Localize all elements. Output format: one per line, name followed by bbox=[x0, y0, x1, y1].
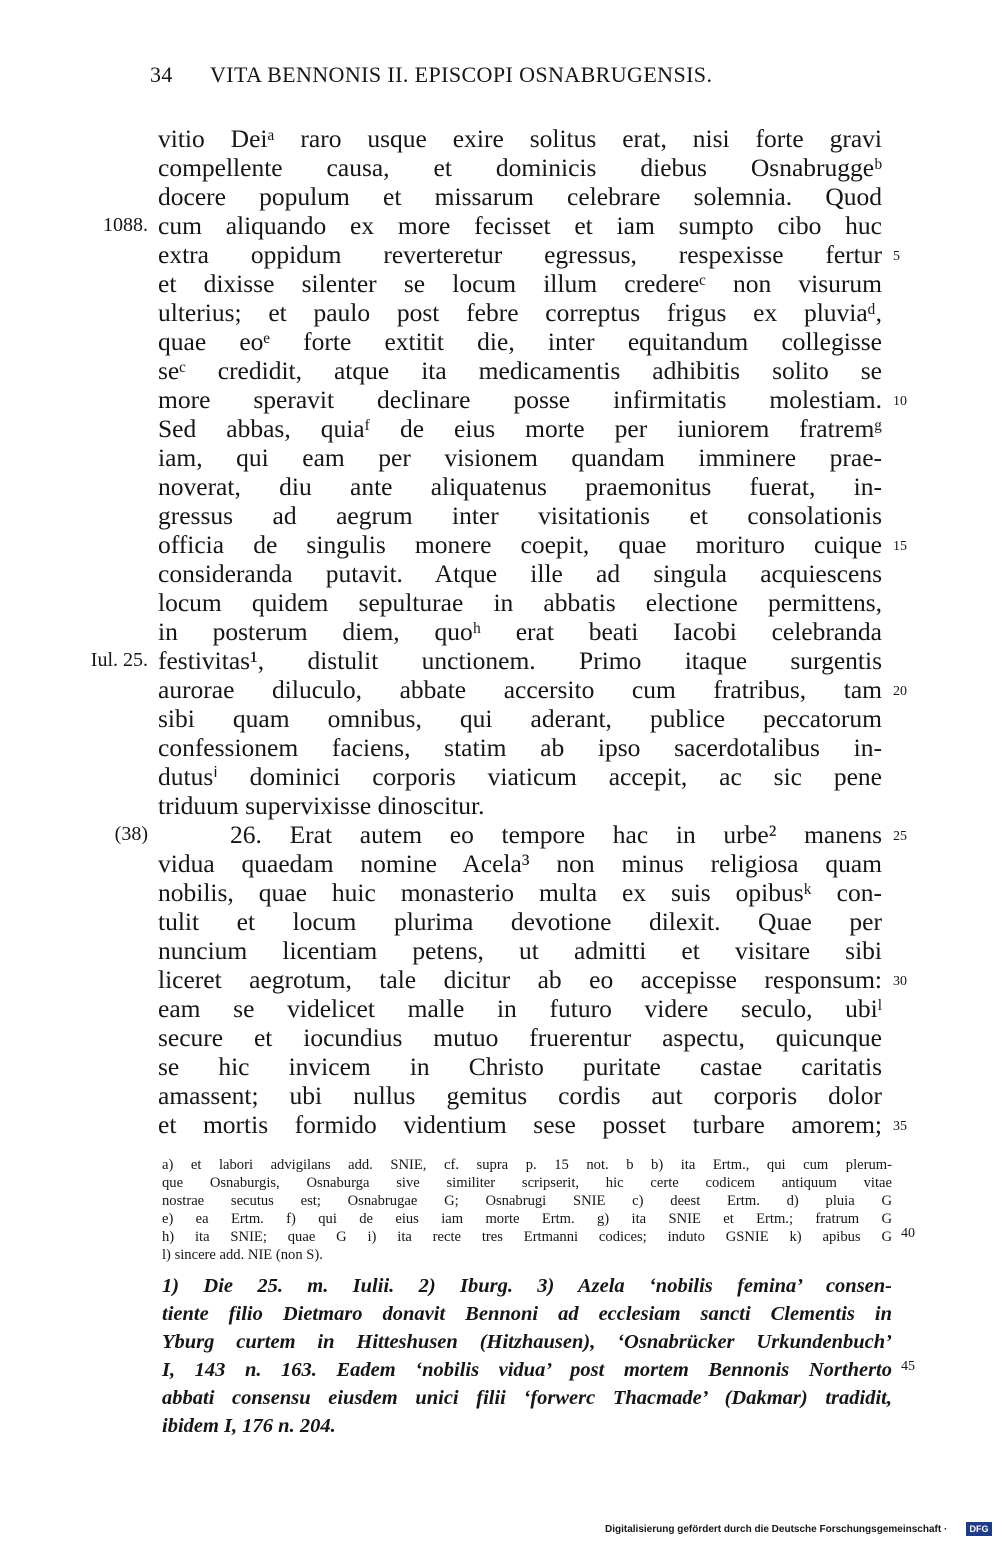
note-line: 1) Die 25. m. Iulii. 2) Iburg. 3) Azela ‘nobilis femina’ consen- bbox=[162, 1275, 892, 1297]
text-line: aurorae diluculo, abbate accersito cum fratribus, tam bbox=[158, 675, 882, 704]
margin-date: Iul. 25. bbox=[90, 649, 148, 671]
line-number: 15 bbox=[893, 539, 907, 554]
text-line: vidua quaedam nomine Acela³ non minus religiosa quam bbox=[158, 849, 882, 878]
line-number: 40 bbox=[901, 1226, 915, 1241]
text-line: 26. Erat autem eo tempore hac in urbe² manens bbox=[230, 820, 882, 849]
line-number: 20 bbox=[893, 684, 907, 699]
running-head bbox=[150, 62, 830, 92]
line-number: 45 bbox=[901, 1359, 915, 1374]
line-number: 35 bbox=[893, 1119, 907, 1134]
text-line: vitio Deiᵃ raro usque exire solitus erat, nisi forte gravi bbox=[158, 124, 882, 153]
text-line: quae eoᵉ forte extitit die, inter equitandum collegisse bbox=[158, 327, 882, 356]
note-line: Yburg curtem in Hitteshusen (Hitzhausen), ‘Osnabrücker Urkundenbuch’ bbox=[162, 1331, 892, 1353]
apparatus-line: l) sincere add. NIE (non S). bbox=[162, 1247, 323, 1263]
text-line: festivitas¹, distulit unctionem. Primo itaque surgentis bbox=[158, 646, 882, 675]
text-line: noverat, diu ante aliquatenus praemonitus fuerat, in- bbox=[158, 472, 882, 501]
page-number: 34 bbox=[150, 62, 173, 87]
text-line: officia de singulis monere coepit, quae morituro cuique bbox=[158, 530, 882, 559]
text-line: more speravit declinare posse infirmitatis molestiam. bbox=[158, 385, 882, 414]
running-title: VITA BENNONIS II. EPISCOPI OSNABRUGENSIS. bbox=[210, 62, 713, 87]
text-line: cum aliquando ex more fecisset et iam sumpto cibo huc bbox=[158, 211, 882, 240]
dfg-logo: DFG bbox=[966, 1522, 992, 1536]
apparatus-line: nostrae secutus est; Osnabrugae G; Osnabrugi SNIE c) deest Ertm. d) pluia G bbox=[162, 1193, 892, 1209]
line-number: 5 bbox=[893, 249, 900, 264]
text-line: confessionem faciens, statim ab ipso sacerdotalibus in- bbox=[158, 733, 882, 762]
text-line: tulit et locum plurima devotione dilexit. Quae per bbox=[158, 907, 882, 936]
text-line: sibi quam omnibus, qui aderant, publice peccatorum bbox=[158, 704, 882, 733]
text-line: locum quidem sepulturae in abbatis electione permittens, bbox=[158, 588, 882, 617]
text-line: iam, qui eam per visionem quandam imminere prae- bbox=[158, 443, 882, 472]
line-number: 25 bbox=[893, 829, 907, 844]
text-line: nobilis, quae huic monasterio multa ex suis opibusᵏ con- bbox=[158, 878, 882, 907]
note-line: abbati consensu eiusdem unici filii ‘forwerc Thacmade’ (Dakmar) tradidit, bbox=[162, 1387, 892, 1409]
apparatus-line: h) ita SNIE; quae G i) ita recte tres Ertmanni codices; induto GSNIE k) apibus G bbox=[162, 1229, 892, 1245]
note-line: ibidem I, 176 n. 204. bbox=[162, 1415, 336, 1437]
historical-notes bbox=[162, 1272, 892, 1440]
text-line: triduum supervixisse dinoscitur. bbox=[158, 791, 485, 820]
digitization-credit: Digitalisierung gefördert durch die Deutsche Forschungsgemeinschaft · bbox=[605, 1524, 948, 1535]
text-line: ulterius; et paulo post febre correptus frigus ex pluviaᵈ, bbox=[158, 298, 882, 327]
text-line: amassent; ubi nullus gemitus cordis aut corporis dolor bbox=[158, 1081, 882, 1110]
note-line: tiente filio Dietmaro donavit Bennoni ad ecclesiam sancti Clementis in bbox=[162, 1303, 892, 1325]
text-line: gressus ad aegrum inter visitationis et consolationis bbox=[158, 501, 882, 530]
text-line: Sed abbas, quiaᶠ de eius morte per iuniorem fratremᵍ bbox=[158, 414, 882, 443]
text-line: eam se videlicet malle in futuro videre seculo, ubiˡ bbox=[158, 994, 882, 1023]
note-line: I, 143 n. 163. Eadem ‘nobilis vidua’ post mortem Bennonis Northerto bbox=[162, 1359, 892, 1381]
text-line: compellente causa, et dominicis diebus Osnabruggeᵇ bbox=[158, 153, 882, 182]
text-line: in posterum diem, quoʰ erat beati Iacobi celebranda bbox=[158, 617, 882, 646]
margin-chapter-number: (38) bbox=[114, 823, 148, 845]
text-line: consideranda putavit. Atque ille ad singula acquiescens bbox=[158, 559, 882, 588]
text-line: et dixisse silenter se locum illum credereᶜ non visurum bbox=[158, 269, 882, 298]
text-line: liceret aegrotum, tale dicitur ab eo accepisse responsum: bbox=[158, 965, 882, 994]
line-number: 30 bbox=[893, 974, 907, 989]
apparatus-line: a) et labori advigilans add. SNIE, cf. supra p. 15 not. b b) ita Ertm., qui cum plerum- bbox=[162, 1157, 892, 1173]
text-line: nuncium licentiam petens, ut admitti et visitare sibi bbox=[158, 936, 882, 965]
apparatus-line: que Osnaburgis, Osnaburga sive similiter scripserit, hic certe codicem antiquum vitae bbox=[162, 1175, 892, 1191]
text-line: docere populum et missarum celebrare solemnia. Quod bbox=[158, 182, 882, 211]
margin-year: 1088. bbox=[103, 214, 148, 236]
text-line: dutusⁱ dominici corporis viaticum accepit, ac sic pene bbox=[158, 762, 882, 791]
text-line: seᶜ credidit, atque ita medicamentis adhibitis solito se bbox=[158, 356, 882, 385]
critical-apparatus bbox=[162, 1156, 892, 1264]
text-line: se hic invicem in Christo puritate castae caritatis bbox=[158, 1052, 882, 1081]
line-number: 10 bbox=[893, 394, 907, 409]
text-line: et mortis formido videntium sese posset turbare amorem; bbox=[158, 1110, 882, 1139]
apparatus-line: e) ea Ertm. f) qui de eius iam morte Ertm. g) ita SNIE et Ertm.; fratrum G bbox=[162, 1211, 892, 1227]
text-line: extra oppidum reverteretur egressus, respexisse fertur bbox=[158, 240, 882, 269]
text-line: secure et iocundius mutuo fruerentur aspectu, quicunque bbox=[158, 1023, 882, 1052]
